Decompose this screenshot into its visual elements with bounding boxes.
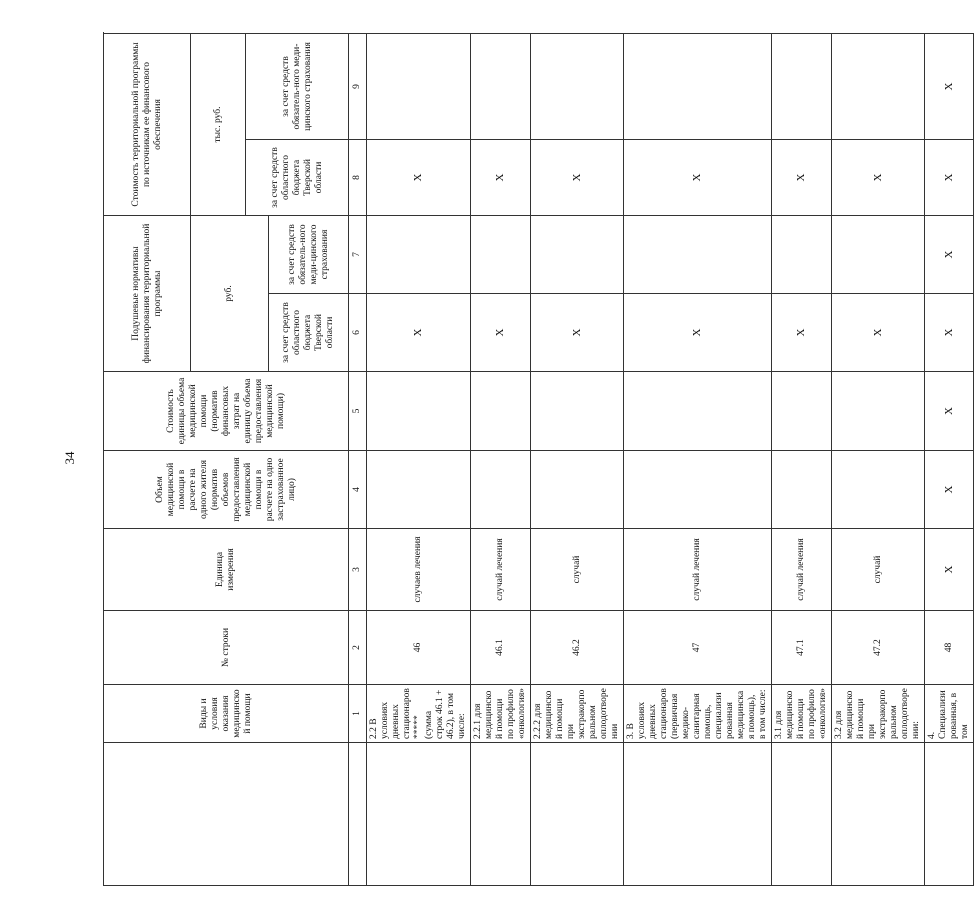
table-row (832, 34, 925, 886)
row-c5: X (531, 294, 624, 372)
program-cost-table (103, 33, 974, 886)
row-c6 (832, 216, 925, 294)
col-number: 3 (349, 529, 367, 611)
row-volume (624, 451, 772, 529)
row-empty-cell (832, 743, 925, 886)
header-cost-unit: тыс. руб. (191, 34, 246, 216)
row-unit: случай (531, 529, 624, 611)
row-unit: случаев лечения (367, 529, 471, 611)
row-number: 47 (624, 611, 772, 685)
row-unit: случай (832, 529, 925, 611)
header-unit: Единица измерения (104, 529, 349, 611)
row-name: 3.1 для медицинской помощи по профилю «онкология» (772, 685, 832, 743)
row-empty-cell (624, 743, 772, 886)
header-norm-budget: за счет средств областного бюджета Тверской области (269, 294, 349, 372)
row-c7: X (531, 140, 624, 216)
row-volume: X (925, 451, 974, 529)
col-number: 4 (349, 451, 367, 529)
row-unit: X (925, 529, 974, 611)
header-norm-group: Подушевые нормативы финансирования территориальной программы (104, 216, 191, 372)
row-cost (772, 372, 832, 451)
header-norm-unit: руб. (191, 216, 269, 372)
row-name: 4. Специализированная, в том (925, 685, 974, 743)
row-number: 46 (367, 611, 471, 685)
row-volume (832, 451, 925, 529)
col-number-empty (349, 743, 367, 886)
row-name: 3.2 для медицинской помощи при экстракорпоральном оплодотворении: (832, 685, 925, 743)
row-empty-cell (471, 743, 531, 886)
header-empty-cell (104, 743, 349, 886)
row-number: 46.2 (531, 611, 624, 685)
rotated-table-wrapper (103, 34, 970, 886)
row-c5: X (471, 294, 531, 372)
col-number: 5 (349, 372, 367, 451)
col-number: 7 (349, 216, 367, 294)
header-volume: Объем медицинской помощи в расчете на одного жителя (норматив объемов предоставления медицинской помощи в расчете на одно застрахованное лицо) (104, 451, 349, 529)
row-c7: X (367, 140, 471, 216)
row-c7: X (471, 140, 531, 216)
row-c5: X (367, 294, 471, 372)
row-number: 46.1 (471, 611, 531, 685)
row-unit: случай лечения (772, 529, 832, 611)
header-type: Виды и условия оказания медицинской помощи (104, 685, 349, 743)
header-cost-group: Стоимость территориальной программы по источникам ее финансового обеспечения (104, 34, 191, 216)
row-empty-cell (531, 743, 624, 886)
row-volume (772, 451, 832, 529)
row-c5: X (624, 294, 772, 372)
row-name: 2.2 В условиях дневных стационаров ***** (сумма строк 46.1 + 46.2), в том числе: (367, 685, 471, 743)
col-number: 6 (349, 294, 367, 372)
row-unit: случай лечения (624, 529, 772, 611)
row-c6 (772, 216, 832, 294)
row-c5: X (772, 294, 832, 372)
row-cost (624, 372, 772, 451)
row-c8: X (925, 34, 974, 140)
row-name: 2.2.2 для медицинской помощи при экстракорпоральном оплодотворении (531, 685, 624, 743)
row-c7: X (925, 140, 974, 216)
table-row (925, 34, 974, 886)
page-number: 34 (62, 451, 77, 465)
row-c6 (367, 216, 471, 294)
col-number: 8 (349, 140, 367, 216)
column-number-row (349, 34, 367, 886)
header-row-number: № строки (104, 611, 349, 685)
row-c7: X (772, 140, 832, 216)
row-cost (471, 372, 531, 451)
row-number: 47.2 (832, 611, 925, 685)
row-empty-cell (772, 743, 832, 886)
row-volume (531, 451, 624, 529)
table-row (531, 34, 624, 886)
header-cost-oms: за счет средств обязатель-ного меди-цинского страхования (246, 34, 349, 140)
row-c8 (471, 34, 531, 140)
row-empty-cell (367, 743, 471, 886)
row-number: 47.1 (772, 611, 832, 685)
table-row (624, 34, 772, 886)
row-c6 (471, 216, 531, 294)
row-unit: случай лечения (471, 529, 531, 611)
row-c8 (772, 34, 832, 140)
row-cost (832, 372, 925, 451)
row-c8 (531, 34, 624, 140)
row-cost (531, 372, 624, 451)
row-c7: X (624, 140, 772, 216)
row-empty-cell (925, 743, 974, 886)
row-c8 (832, 34, 925, 140)
col-number: 9 (349, 34, 367, 140)
row-c8 (367, 34, 471, 140)
header-cost-budget: за счет средств областного бюджета Тверской области (246, 140, 349, 216)
row-c5: X (832, 294, 925, 372)
table-row (772, 34, 832, 886)
header-norm-oms: за счет средств обязатель-ного меди-цинского страхования (269, 216, 349, 294)
row-c6 (531, 216, 624, 294)
row-c5: X (925, 294, 974, 372)
row-volume (367, 451, 471, 529)
row-cost (367, 372, 471, 451)
row-number: 48 (925, 611, 974, 685)
row-name: 3. В условиях дневных стационаров (первичная медико-санитарная помощь, специализированная медицинская помощь), в том числе: (624, 685, 772, 743)
table-row (471, 34, 531, 886)
header-unit-cost: Стоимость единицы объема медицинской помощи (норматив финансовых затрат на единицу объема предоставления медицинской помощи) (104, 372, 349, 451)
table-row (367, 34, 471, 886)
col-number: 1 (349, 685, 367, 743)
row-c7: X (832, 140, 925, 216)
row-c6: X (925, 216, 974, 294)
row-volume (471, 451, 531, 529)
row-cost: X (925, 372, 974, 451)
col-number: 2 (349, 611, 367, 685)
row-c8 (624, 34, 772, 140)
row-c6 (624, 216, 772, 294)
row-name: 2.2.1 для медицинской помощи по профилю «онкология» (471, 685, 531, 743)
